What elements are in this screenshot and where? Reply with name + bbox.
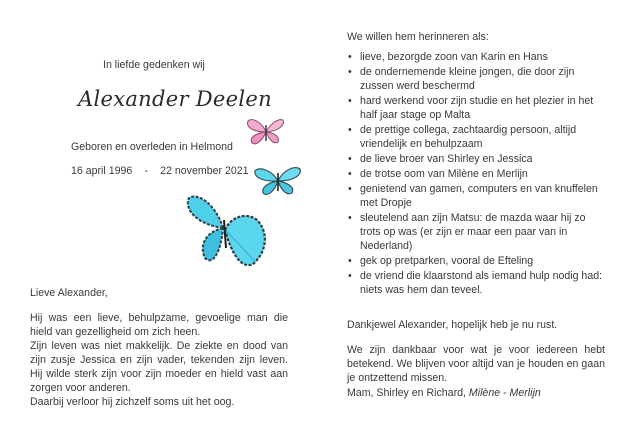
memory-item: • de prettige collega, zachtaardig persoon, altijd vriendelijk en behulpzaam <box>347 123 605 151</box>
deceased-name: Alexander Deelen <box>78 87 272 111</box>
memories-heading: We willen hem herinneren als: <box>347 31 489 43</box>
greeting: Lieve Alexander, <box>30 287 108 299</box>
memories-list <box>347 50 605 297</box>
memory-item: • genietend van gamen, computers en van knuffelen met Dropje <box>347 182 605 210</box>
memory-item: • gek op pretparken, vooral de Efteling <box>347 254 605 268</box>
memories-section <box>347 30 605 298</box>
life-dates <box>71 164 249 178</box>
memory-item: • de lieve broer van Shirley en Jessica <box>347 152 605 166</box>
memory-item: • lieve, bezorgde zoon van Karin en Hans <box>347 50 605 64</box>
thanks-line: Dankjewel Alexander, hopelijk heb je nu rust. <box>347 319 558 331</box>
birth-date: 16 april 1996 <box>71 165 133 177</box>
message-line: Zijn leven was niet makkelijk. De ziekte en dood van zijn zusje Jessica en zijn vader, tekenden zijn leven. Hij wilde sterk zijn voor zijn moeder en hield vast aan zorgen voor anderen. <box>30 340 288 394</box>
signature-names: Mam, Shirley en Richard, <box>347 387 466 399</box>
memory-item: • de ondernemende kleine jongen, die door zijn zussen werd beschermd <box>347 65 605 93</box>
birth-place: Geboren en overleden in Helmond <box>71 141 233 153</box>
signature <box>347 386 541 400</box>
message-line: Hij was een lieve, behulpzame, gevoelige man die hield van gezelligheid om zich heen. <box>30 312 288 338</box>
message-line: Daarbij verloor hij zichzelf soms uit het oog. <box>30 396 235 408</box>
signature-children: Milène - Merlijn <box>468 387 541 399</box>
memory-item: • sleutelend aan zijn Matsu: de mazda waar hij zo trots op was (er zijn er maar een paar van in Nederland) <box>347 211 605 253</box>
memory-item: • de vriend die klaarstond als iemand hulp nodig had: niets was hem dan teveel. <box>347 269 605 297</box>
closing-paragraph: We zijn dankbaar voor wat je voor iedereen hebt betekend. We blijven voor altijd van je houden en gaan je ontzettend missen. <box>347 344 605 384</box>
memory-item: • de trotse oom van Milène en Merlijn <box>347 167 605 181</box>
death-date: 22 november 2021 <box>160 165 249 177</box>
date-separator: - <box>144 165 148 177</box>
personal-message <box>30 286 288 409</box>
intro-text: In liefde gedenken wij <box>103 59 205 71</box>
blue-butterfly-icon <box>183 190 273 272</box>
memory-item: • hard werkend voor zijn studie en het plezier in het half jaar stage op Malta <box>347 94 605 122</box>
pink-butterfly-icon <box>245 116 287 148</box>
